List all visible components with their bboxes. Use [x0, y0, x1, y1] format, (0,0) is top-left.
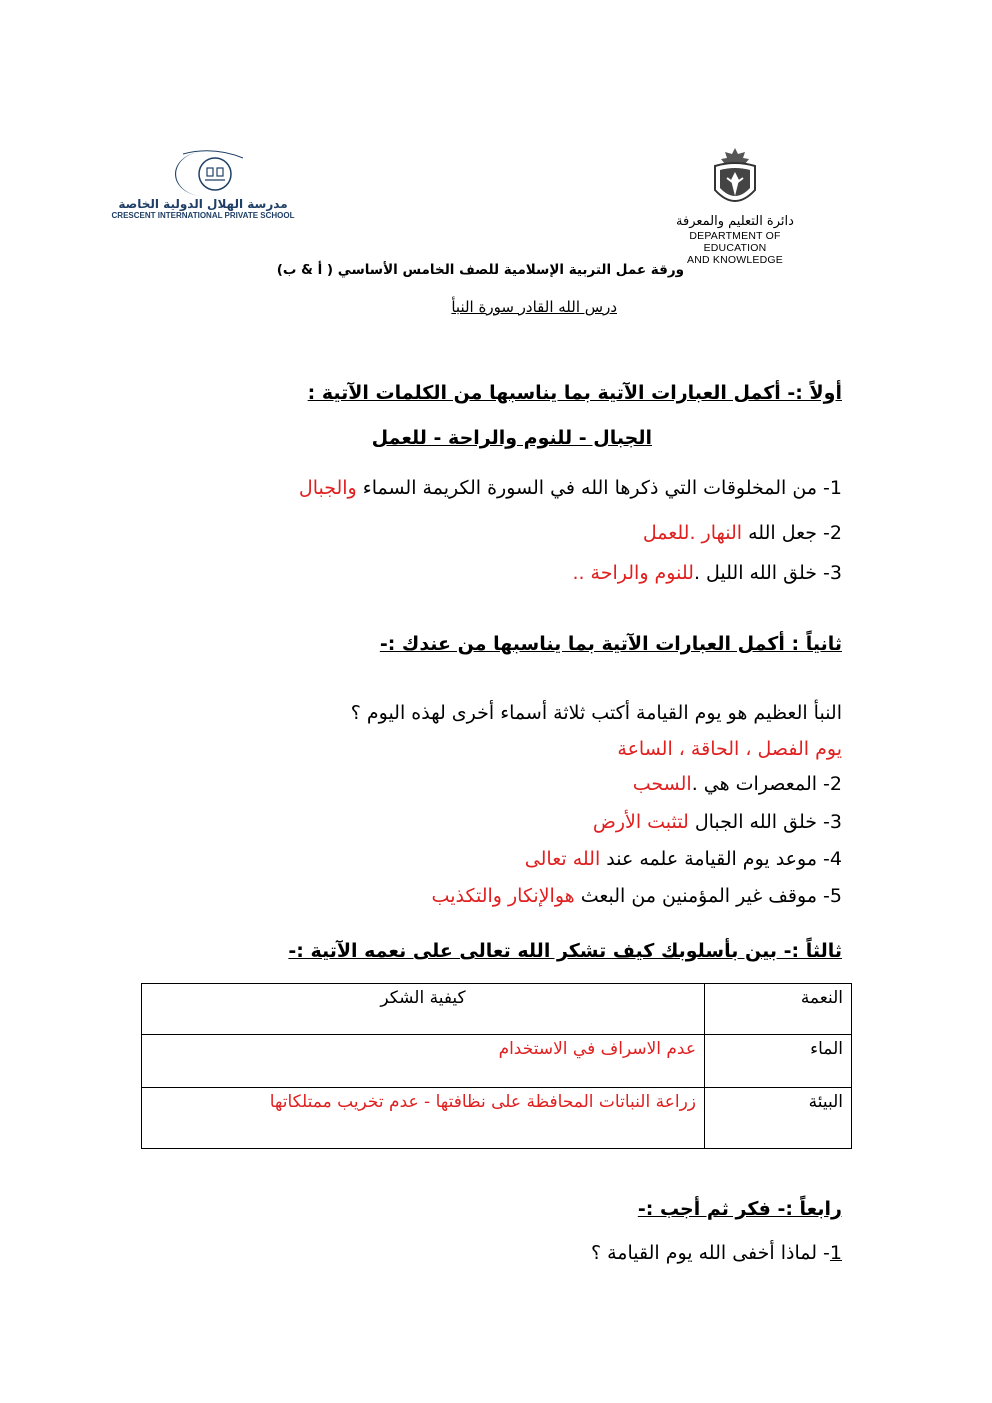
s2-item-2-answer: السحب — [632, 773, 692, 795]
s1-item-2-text: 2- جعل الله — [742, 522, 842, 544]
s4-question-1 — [591, 1242, 842, 1264]
s2-item-4-text: 4- موعد يوم القيامة علمه عند — [600, 848, 842, 870]
dept-name-english-1: DEPARTMENT OF EDUCATION — [689, 230, 781, 254]
row-2-blessing: البيئة — [705, 1088, 852, 1149]
table-row — [142, 1088, 852, 1149]
lesson-subtitle: درس الله القادر سورة النبأ — [451, 298, 617, 316]
header-blessing: النعمة — [705, 984, 852, 1035]
header-how-to-thank: كيفية الشكر — [142, 984, 705, 1035]
s2-item-5 — [432, 885, 842, 907]
s2-item-3-answer: لتثبت الأرض — [592, 811, 689, 833]
s2-item-3 — [593, 811, 842, 833]
s4-question-text: - لماذا أخفى الله يوم القيامة ؟ — [590, 1242, 830, 1264]
school-name-english: CRESCENT INTERNATIONAL PRIVATE SCHOOL — [111, 211, 295, 220]
table-row — [142, 1035, 852, 1088]
falcon-emblem-icon — [705, 146, 765, 212]
s2-item-5-answer: هوالإنكار والتكذيب — [431, 885, 575, 907]
crescent-school-icon — [143, 148, 263, 198]
s1-item-2 — [643, 522, 842, 544]
school-name-arabic: مدرسة الهلال الدولية الخاصة — [118, 197, 288, 211]
s1-item-1-answer: والجبال — [298, 477, 357, 499]
s2-item-5-text: 5- موقف غير المؤمنين من البعث — [574, 885, 842, 907]
s1-item-3-answer: للنوم والراحة .. — [572, 562, 694, 584]
s2-item-4-answer: الله تعالى — [524, 848, 601, 870]
s1-item-1 — [299, 477, 842, 499]
s2-answer-names: يوم الفصل ، الحاقة ، الساعة — [617, 738, 842, 760]
s1-item-1-text: 1- من المخلوقات التي ذكرها الله في السورة الكريمة السماء — [356, 477, 842, 499]
dept-name-arabic: دائرة التعليم والمعرفة — [676, 214, 794, 229]
table-header-row — [142, 984, 852, 1035]
row-1-blessing: الماء — [705, 1035, 852, 1088]
s4-question-number: 1 — [829, 1242, 842, 1264]
s2-item-4 — [525, 848, 842, 870]
school-logo — [108, 148, 298, 223]
s1-item-3 — [572, 562, 842, 584]
s1-item-3-text: 3- خلق الله الليل . — [693, 562, 842, 584]
s2-item-2-text: 2- المعصرات هي . — [691, 773, 842, 795]
row-2-how: زراعة النباتات المحافظة على نظافتها - عدم تخريب ممتلكاتها — [142, 1088, 705, 1149]
worksheet-title: ورقة عمل التربية الإسلامية للصف الخامس الأساسي ( أ & ب) — [276, 262, 684, 278]
dept-education-logo — [660, 146, 810, 266]
s2-item-3-text: 3- خلق الله الجبال — [688, 811, 842, 833]
s2-item-2 — [633, 773, 842, 795]
row-1-how: عدم الاسراف في الاستخدام — [142, 1035, 705, 1088]
s2-question: النبأ العظيم هو يوم القيامة أكتب ثلاثة أسماء أخرى لهذه اليوم ؟ — [350, 702, 842, 724]
section4-heading: رابعاً :- فكر ثم أجب :- — [637, 1198, 842, 1220]
s1-item-2-answer: النهار .للعمل — [642, 522, 743, 544]
thanks-table — [141, 983, 852, 1149]
section2-heading: ثانياً : أكمل العبارات الآتية بما يناسبها من عندك :- — [379, 633, 842, 655]
section1-heading: أولاً :- أكمل العبارات الآتية بما يناسبها من الكلمات الآتية : — [307, 382, 842, 404]
section3-heading: ثالثاً :- بين بأسلوبك كيف تشكر الله تعالى على نعمه الآتية :- — [288, 940, 842, 962]
word-bank: الجبال - للنوم والراحة - للعمل — [371, 427, 652, 449]
dept-name-english-2: AND KNOWLEDGE — [687, 254, 783, 266]
